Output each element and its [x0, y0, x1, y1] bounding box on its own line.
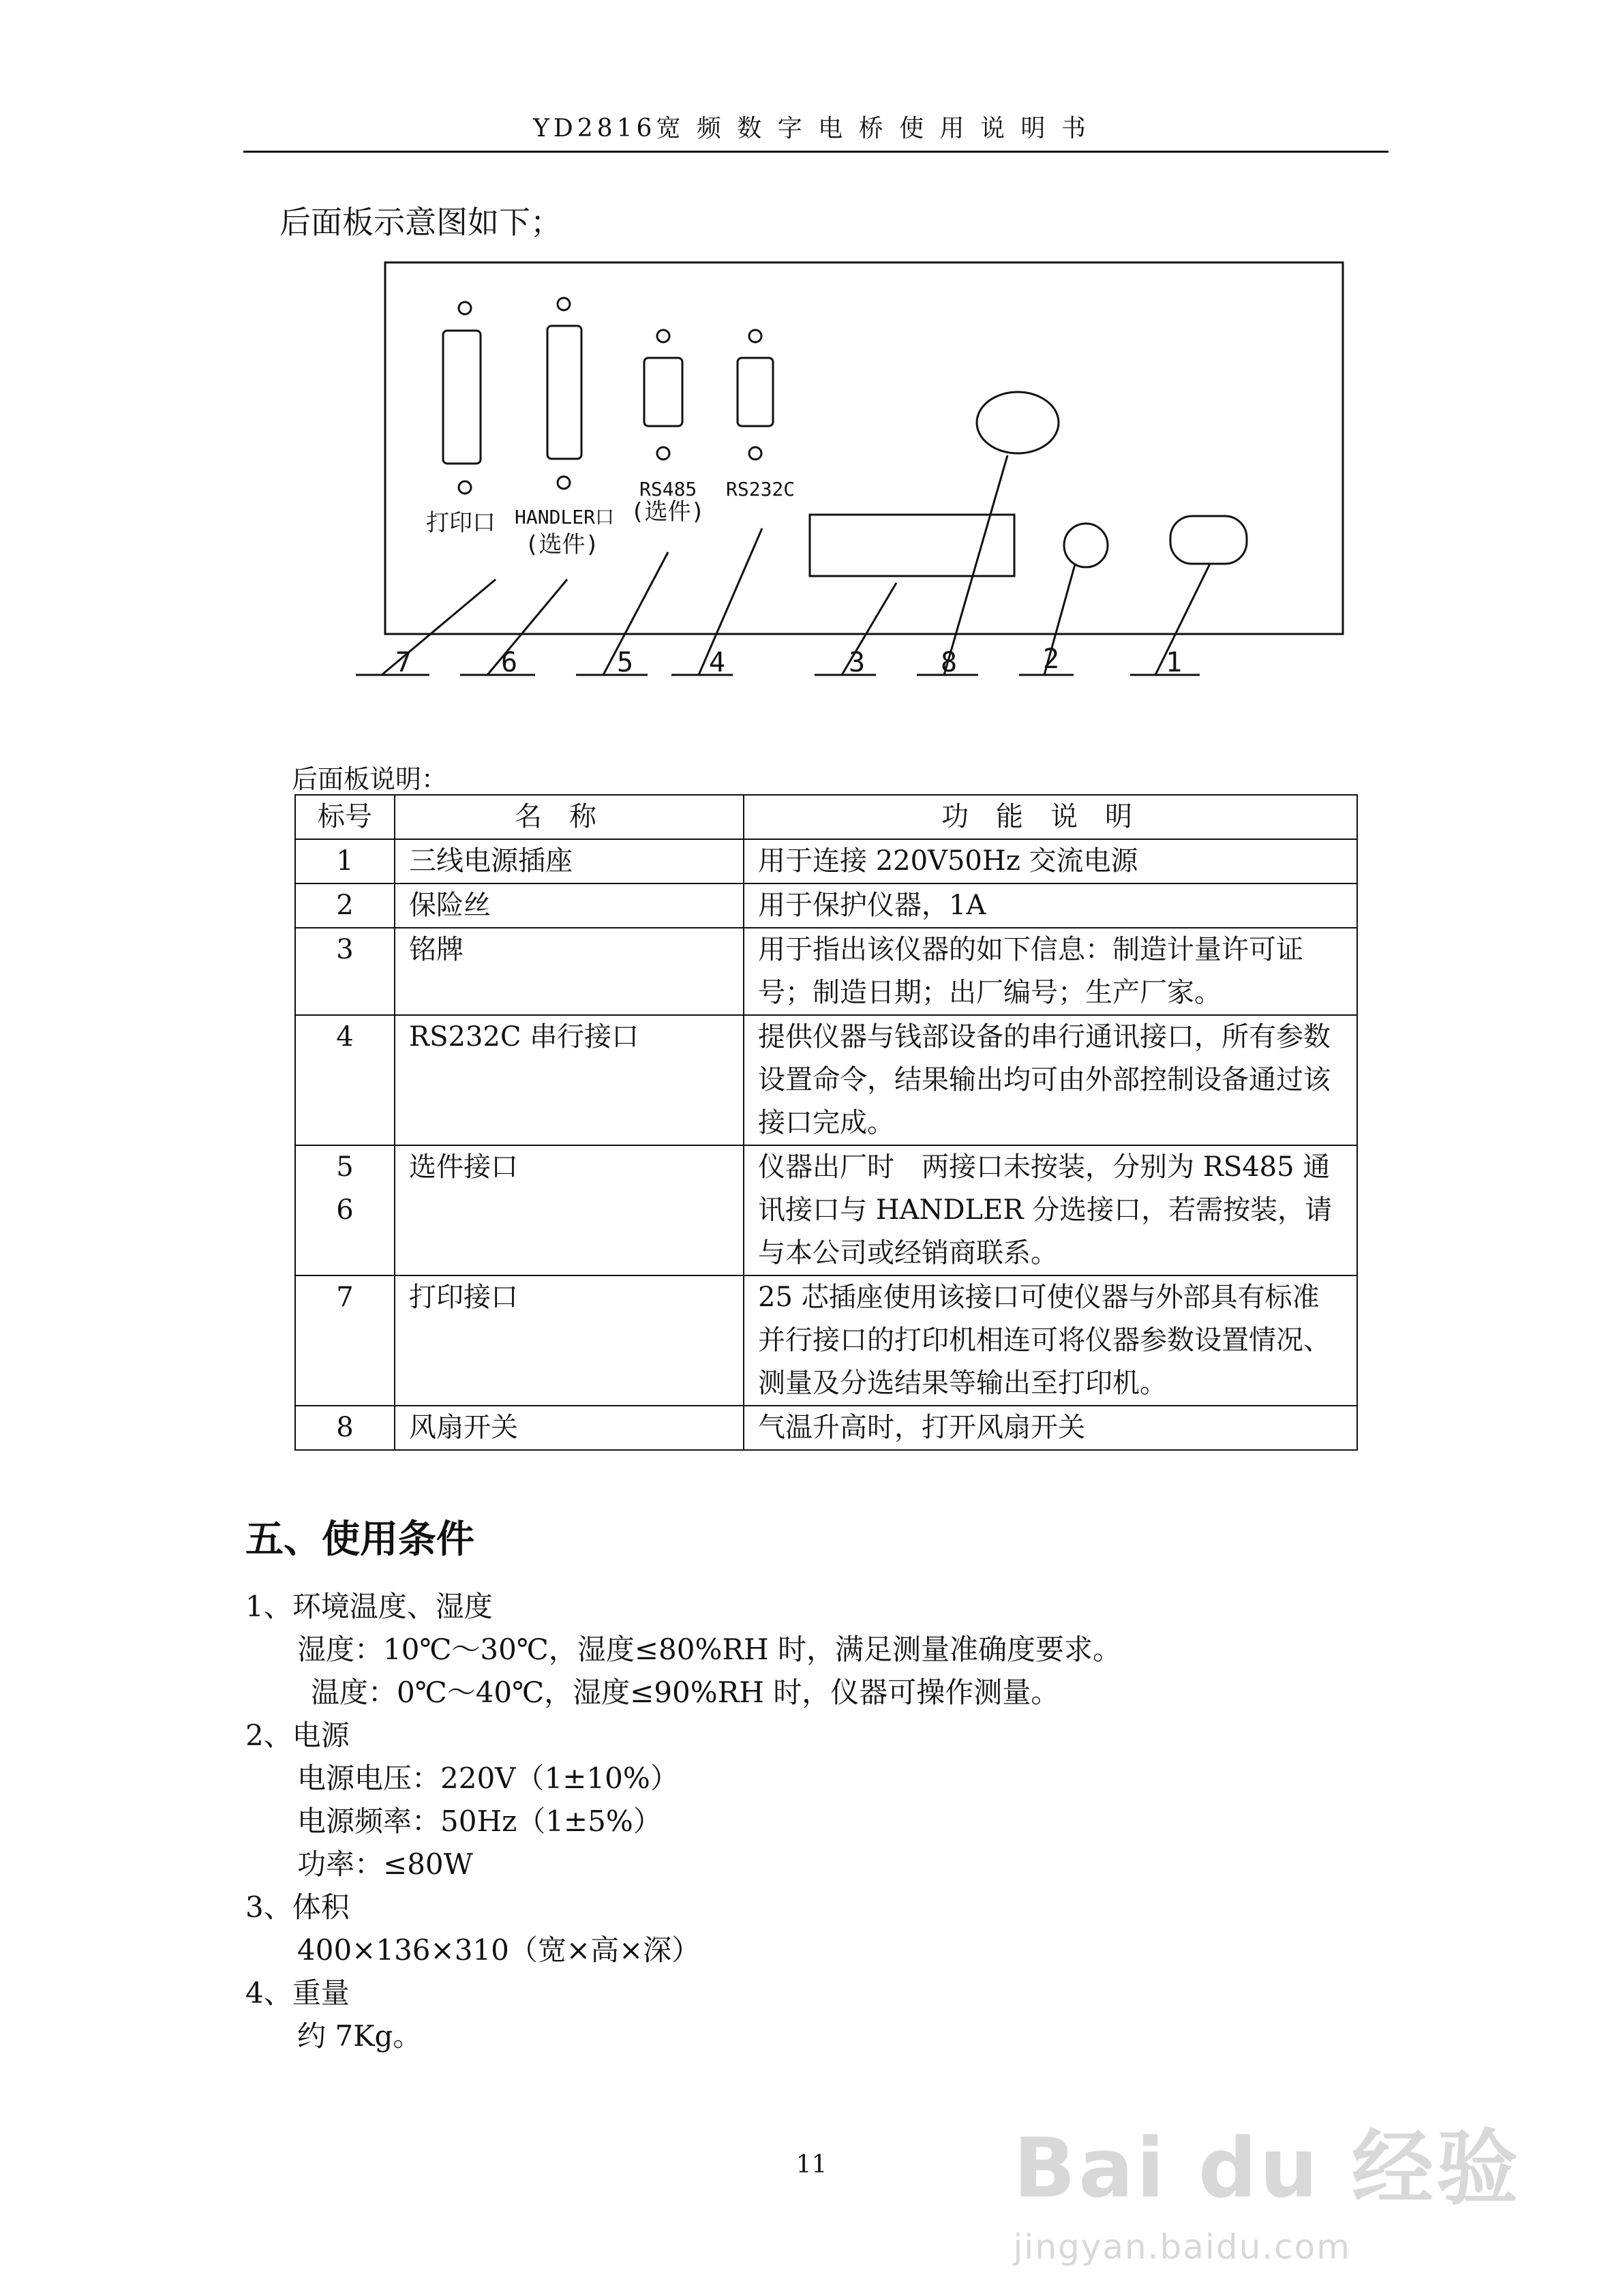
- condition-line: 电源频率：50Hz（1±5%）: [297, 1804, 662, 1838]
- table-row: [295, 1015, 1357, 1145]
- callout-5: 5: [617, 647, 634, 678]
- watermark: [1014, 2103, 1521, 2267]
- print-port-screw-top: [459, 302, 471, 314]
- print-port-label: 打印口: [426, 509, 496, 537]
- row-name: 选件接口: [395, 1145, 744, 1275]
- handler-port-optional: (选件): [525, 531, 599, 558]
- header-rule: [243, 151, 1389, 153]
- row-name: 保险丝: [395, 883, 744, 928]
- rs485-connector: [644, 358, 682, 426]
- callout-3: 3: [849, 647, 866, 678]
- callout-8: 8: [941, 647, 958, 678]
- condition-title-power: 2、电源: [245, 1719, 350, 1752]
- rs485-screw-bottom: [657, 447, 669, 459]
- rs232c-label: RS232C: [726, 478, 795, 500]
- header-name: 名称: [395, 795, 744, 839]
- handler-port-screw-top: [558, 298, 570, 310]
- intro-text: 后面板示意图如下；: [279, 204, 562, 241]
- fan-switch: [977, 392, 1059, 453]
- row-desc: 提供仪器与钱部设备的串行通讯接口，所有参数设置命令，结果输出均可由外部控制设备通过该接口完成。: [744, 1015, 1357, 1145]
- row-desc: 用于保护仪器，1A: [744, 883, 1357, 928]
- callout-6: 6: [501, 647, 518, 678]
- panel-frame: [385, 262, 1343, 634]
- row-num: 5 6: [295, 1145, 395, 1275]
- fuse: [1064, 524, 1108, 567]
- power-socket: [1170, 516, 1247, 564]
- callout-2: 2: [1043, 644, 1060, 675]
- header-desc: 功能说明: [744, 795, 1357, 839]
- table-row: [295, 883, 1357, 928]
- handler-port-screw-bottom: [558, 477, 570, 489]
- condition-line: 湿度：10℃～30℃，湿度≤80%RH 时，满足测量准确度要求。: [297, 1633, 1121, 1666]
- row-num: 4: [295, 1015, 395, 1145]
- nameplate: [810, 515, 1014, 576]
- callout-7: 7: [395, 647, 412, 678]
- row-name: 打印接口: [395, 1275, 744, 1406]
- row-num: 3: [295, 928, 395, 1015]
- row-desc: 仪器出厂时 两接口未按装，分别为 RS485 通讯接口与 HANDLER 分选接口，若需按装，请与本公司或经销商联系。: [744, 1145, 1357, 1275]
- table-row: [295, 928, 1357, 1015]
- rs232c-screw-top: [749, 330, 761, 342]
- rear-panel-diagram: [354, 252, 1350, 695]
- watermark-url: jingyan.baidu.com: [1013, 2227, 1351, 2267]
- row-name: 风扇开关: [395, 1406, 744, 1450]
- row-desc: 用于指出该仪器的如下信息：制造计量许可证号；制造日期；出厂编号；生产厂家。: [744, 928, 1357, 1015]
- table-header-row: [295, 795, 1357, 839]
- condition-line: 温度：0℃～40℃，湿度≤90%RH 时，仪器可操作测量。: [311, 1676, 1060, 1709]
- row-desc: 气温升高时，打开风扇开关: [744, 1406, 1357, 1450]
- rs485-optional: (选件): [631, 498, 705, 526]
- watermark-logo: Bai du 经验: [1013, 2121, 1521, 2216]
- condition-title-env: 1、环境温度、湿度: [245, 1590, 493, 1623]
- section-title: 五、使用条件: [245, 1517, 474, 1562]
- row-name: 三线电源插座: [395, 839, 744, 883]
- row-desc: 25 芯插座使用该接口可使仪器与外部具有标准并行接口的打印机相连可将仪器参数设置情况、测量及分选结果等输出至打印机。: [744, 1275, 1357, 1406]
- rs232c-connector: [738, 358, 773, 426]
- header-num: 标号: [295, 795, 395, 839]
- handler-port-connector: [547, 326, 581, 459]
- callout-1: 1: [1166, 647, 1183, 678]
- condition-line: 电源电压：220V（1±10%）: [297, 1762, 679, 1795]
- page-number: 11: [795, 2151, 828, 2179]
- condition-line: 功率：≤80W: [297, 1847, 473, 1881]
- rs232c-screw-bottom: [749, 447, 761, 459]
- print-port-screw-bottom: [459, 481, 471, 494]
- header-title: YD2816宽 频 数 字 电 桥 使 用 说 明 书: [533, 115, 1090, 142]
- rs485-label: RS485: [639, 478, 697, 500]
- row-num: 7: [295, 1275, 395, 1406]
- table-row: [295, 1406, 1357, 1450]
- row-desc: 用于连接 220V50Hz 交流电源: [744, 839, 1357, 883]
- table-row: [295, 1275, 1357, 1406]
- row-num: 1: [295, 839, 395, 883]
- handler-port-label: HANDLER口: [515, 506, 615, 528]
- callout-4: 4: [709, 647, 726, 678]
- table-row: [295, 839, 1357, 883]
- condition-line: 400×136×310（宽×高×深）: [297, 1933, 701, 1967]
- row-num: 8: [295, 1406, 395, 1450]
- row-name: RS232C 串行接口: [395, 1015, 744, 1145]
- condition-title-weight: 4、重量: [245, 1976, 350, 2010]
- print-port-connector: [443, 331, 481, 464]
- rs485-screw-top: [657, 330, 669, 342]
- table-caption: 后面板说明：: [292, 764, 448, 794]
- row-num: 2: [295, 883, 395, 928]
- conditions-list: [245, 1585, 1121, 2057]
- condition-title-volume: 3、体积: [245, 1890, 350, 1924]
- condition-line: 约 7Kg。: [297, 2019, 422, 2053]
- row-name: 铭牌: [395, 928, 744, 1015]
- rear-panel-table: [294, 794, 1358, 1451]
- table-row: [295, 1145, 1357, 1275]
